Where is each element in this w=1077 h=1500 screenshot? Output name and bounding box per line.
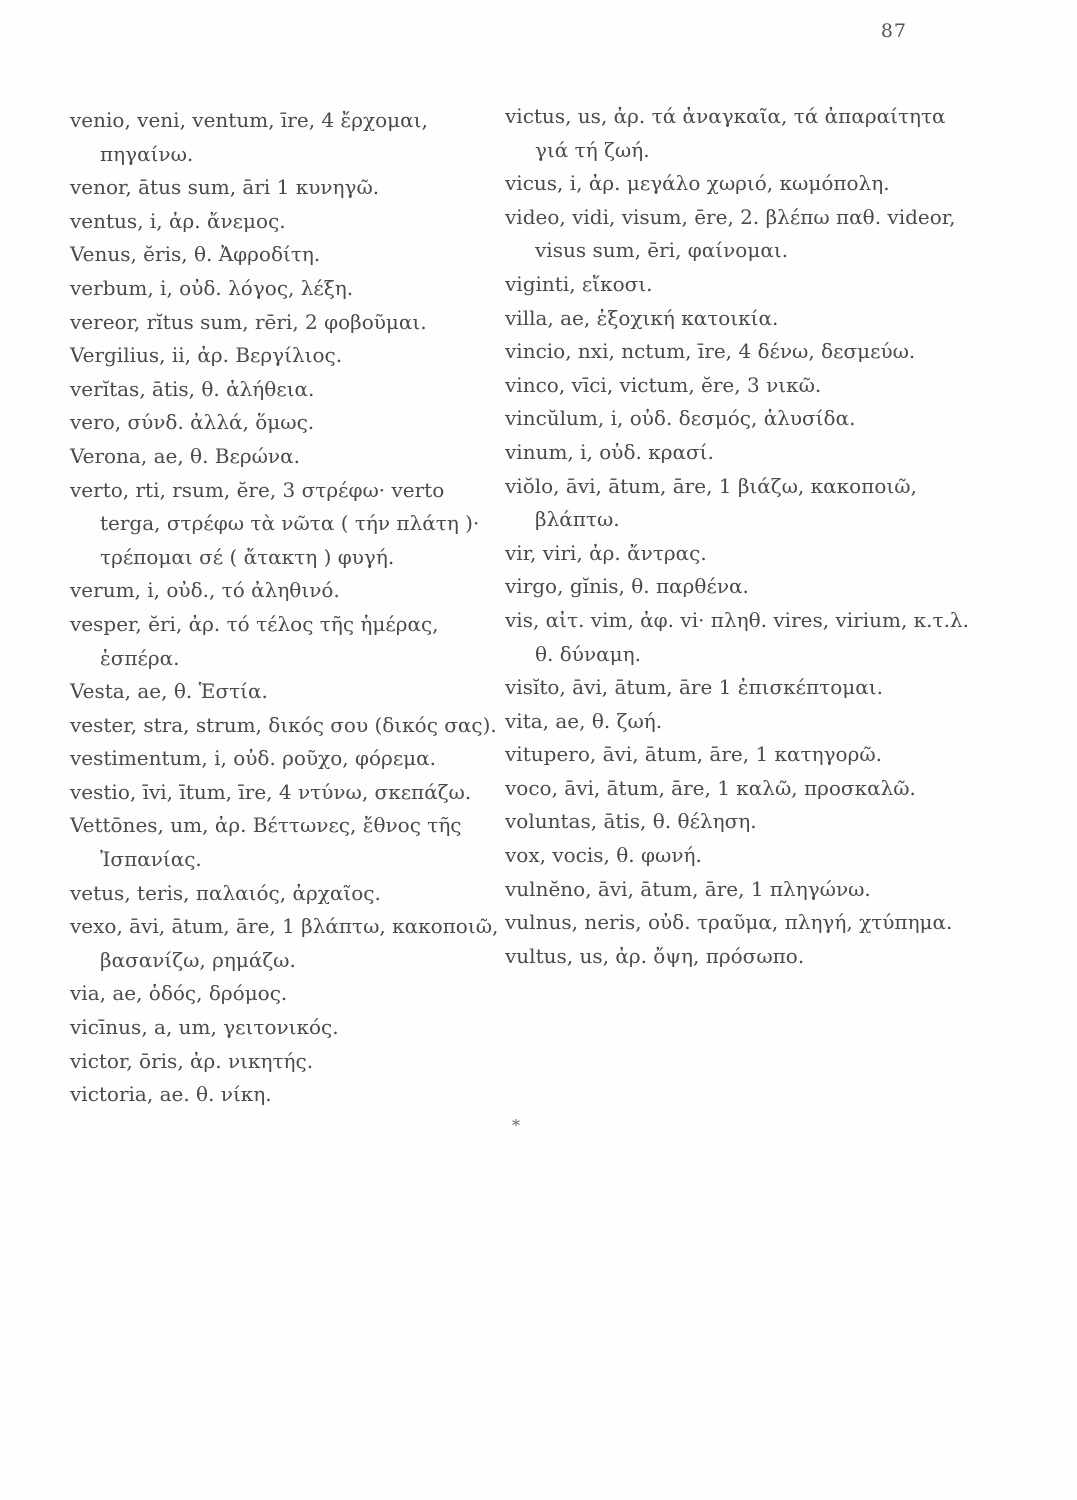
dictionary-entry: visĭto, āvi, ātum, āre 1 ἐπισκέπτομαι.	[505, 675, 883, 700]
margin-mark: *	[512, 1116, 520, 1135]
dictionary-entry: vultus, us, ἀρ. ὄψη, πρόσωπο.	[505, 943, 805, 968]
dictionary-entry: Vergilius, ii, ἀρ. Βεργίλιος.	[70, 343, 343, 368]
dictionary-entry: vulnus, neris, οὐδ. τραῦμα, πληγή, χτύπημα.	[505, 910, 953, 935]
dictionary-entry: Vesta, ae, θ. Ἑστία.	[70, 679, 268, 704]
dictionary-entry: vitupero, āvi, ātum, āre, 1 κατηγορῶ.	[505, 742, 883, 767]
dictionary-entry: victor, ōris, ἀρ. νικητής.	[70, 1048, 314, 1073]
left-column	[70, 104, 510, 1112]
dictionary-entry: viginti, εἴκοσι.	[505, 271, 653, 296]
dictionary-entry: vestio, īvi, ītum, īre, 4 ντύνω, σκεπάζω.	[70, 779, 472, 804]
dictionary-entry: vincio, nxi, nctum, īre, 4 δένω, δεσμεύω.	[505, 339, 916, 364]
dictionary-entry: verĭtas, ātis, θ. ἀλήθεια.	[70, 376, 315, 401]
dictionary-entry: vereor, rĭtus sum, rēri, 2 φοβοῦμαι.	[70, 309, 427, 334]
dictionary-entry: vesper, ĕri, ἀρ. τό τέλος τῆς ἡμέρας, ἑσπέρα.	[70, 611, 439, 670]
dictionary-entry: verto, rti, rsum, ĕre, 3 στρέφω· verto terga, στρέφω τὰ νῶτα ( τήν πλάτη )· τρέπομαι σέ ( ἄτακτη ) φυγή.	[70, 477, 480, 569]
dictionary-entry: vexo, āvi, ātum, āre, 1 βλάπτω, κακοποιῶ, βασανίζω, ρημάζω.	[70, 914, 499, 972]
dictionary-entry: vicīnus, a, um, γειτονικός.	[70, 1015, 339, 1040]
dictionary-entry: vetus, teris, παλαιός, ἀρχαῖος.	[70, 880, 381, 905]
dictionary-entry: voluntas, ātis, θ. θέληση.	[505, 809, 757, 834]
dictionary-entry: venio, veni, ventum, īre, 4 ἔρχομαι, πηγαίνω.	[70, 108, 428, 166]
dictionary-entry: virgo, gĭnis, θ. παρθένα.	[505, 574, 749, 599]
dictionary-entry: video, vidi, visum, ēre, 2. βλέπω παθ. videor, visus sum, ēri, φαίνομαι.	[505, 204, 956, 263]
dictionary-entry: vis, αἰτ. vim, ἀφ. vi· πληθ. vires, virium, κ.τ.λ. θ. δύναμη.	[505, 607, 969, 666]
dictionary-entry: Verona, ae, θ. Βερώνα.	[70, 443, 300, 468]
page-number: 87	[880, 20, 907, 42]
dictionary-entry: viŏlo, āvi, ātum, āre, 1 βιάζω, κακοποιῶ, βλάπτω.	[505, 473, 917, 532]
dictionary-entry: vulnĕno, āvi, ātum, āre, 1 πληγώνω.	[505, 876, 871, 901]
dictionary-entry: venor, ātus sum, āri 1 κυνηγῶ.	[70, 175, 380, 200]
dictionary-entry: vicus, i, ἀρ. μεγάλο χωριό, κωμόπολη.	[505, 171, 890, 196]
dictionary-entry: vinco, vīci, victum, ĕre, 3 νικῶ.	[505, 372, 822, 397]
dictionary-entry: Venus, ĕris, θ. Ἀφροδίτη.	[70, 242, 321, 267]
dictionary-entry: Vettōnes, um, ἀρ. Βέττωνες, ἔθνος τῆς Ἰσπανίας.	[70, 813, 462, 872]
dictionary-entry: vinum, i, οὐδ. κρασί.	[505, 439, 714, 464]
dictionary-entry: vita, ae, θ. ζωή.	[505, 708, 663, 733]
dictionary-entry: ventus, i, ἀρ. ἄνεμος.	[70, 208, 286, 233]
dictionary-entry: villa, ae, ἐξοχική κατοικία.	[505, 305, 779, 330]
dictionary-entry: vir, viri, ἀρ. ἄντρας.	[505, 540, 707, 565]
dictionary-entry: vestimentum, i, οὐδ. ροῦχο, φόρεμα.	[70, 746, 437, 771]
dictionary-entry: victoria, ae. θ. νίκη.	[70, 1082, 272, 1107]
right-column	[505, 100, 975, 973]
dictionary-entry: via, ae, ὁδός, δρόμος.	[70, 981, 288, 1006]
dictionary-entry: vero, σύνδ. ἀλλά, ὅμως.	[70, 410, 315, 435]
dictionary-entry: verum, i, οὐδ., τό ἀληθινό.	[70, 578, 340, 603]
dictionary-entry: vincŭlum, i, οὐδ. δεσμός, ἁλυσίδα.	[505, 406, 856, 431]
dictionary-entry: verbum, i, οὐδ. λόγος, λέξη.	[70, 275, 354, 300]
dictionary-entry: vox, vocis, θ. φωνή.	[505, 843, 702, 868]
dictionary-entry: vester, stra, strum, δικός σου (δικός σας).	[70, 712, 497, 737]
dictionary-entry: voco, āvi, ātum, āre, 1 καλῶ, προσκαλῶ.	[505, 775, 916, 800]
dictionary-entry: victus, us, ἀρ. τά ἀναγκαῖα, τά ἀπαραίτητα γιά τή ζωή.	[505, 104, 946, 162]
